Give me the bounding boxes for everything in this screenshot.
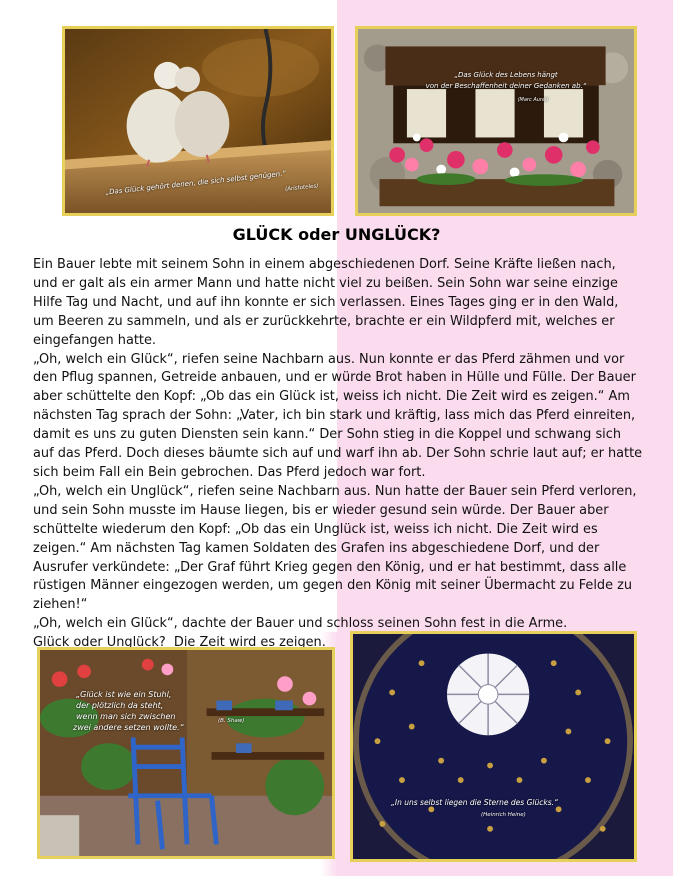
doves-quote: „Das Glück gehört denen, die sich selbst genügen.“ [105, 169, 287, 197]
page-title: GLÜCK oder UNGLÜCK? [232, 225, 441, 244]
doves-author: (Aristoteles) [284, 183, 319, 193]
story-paragraph-3: „Oh, welch ein Unglück“, riefen seine Nachbarn aus. Nun hatte der Bauer sein Pferd verloren, und sein Sohn musste im Hause liegen, bis er wieder gesund sein würde. Der Bauer aber schüttelte wiederum den Kopf: „Ob das ein Unglück ist, weiss ich nicht. Die Zeit wird es zeigen.“ Am nächsten Tag kamen Soldaten des Grafen ins abgeschiedene Dorf, und der Ausrufer verkündete: „Der Graf führt Krieg gegen den König, und er hat bestimmt, dass alle rüstigen Männer eingezogen werden, um gegen den König mit seiner Übermacht zu Felde zu ziehen!“ [33, 483, 637, 613]
chair-author: (B. Shaw) [218, 718, 245, 724]
story-paragraph-2: „Oh, welch ein Glück“, riefen seine Nachbarn aus. Nun konnte er das Pferd zähmen und vor den Pflug spannen, Getreide anbauen, und er würde Brot haben in Hülle und Fülle. Der Bauer aber schüttelte den Kopf: „Ob das ein Glück ist, weiss ich nicht. Die Zeit wird es zeigen.“ Am nächsten Tag sprach der Sohn: „Vater, ich bin stark und kräftig, lass mich das Pferd einreiten, damit es uns zu guten Diensten sein kann.“ Der Sohn stieg in die Koppel und schwang sich auf das Pferd. Doch dieses bäumte sich auf und warf ihn ab. Der Sohn schrie laut auf; er hatte sich beim Fall ein Bein gebrochen. Das Pferd jedoch war fort. [33, 351, 643, 480]
window-quote-line2: von der Beschaffenheit deiner Gedanken ab.“ [425, 82, 587, 90]
star-dome-illustration [353, 634, 634, 859]
stars-author: (Heinrich Heine) [481, 812, 526, 818]
story-text [33, 256, 643, 653]
window-author: (Marc Aurel) [517, 97, 549, 103]
window-flowers-photo [355, 26, 637, 216]
window-flowers-illustration [358, 29, 634, 213]
story-paragraph-1: Ein Bauer lebte mit seinem Sohn in einem abgeschiedenen Dorf. Seine Kräfte ließen nach, und er galt als ein armer Mann und hatte nicht viel zu beißen. Sein Sohn war seine einzige Hilfe Tag und Nacht, und auf ihn konnte er sich verlassen. Eines Tages ging er in den Wald, um Beeren zu sammeln, und als er zurückkehrte, brachte er ein Wildpferd mit, welches er eingefangen hatte. [33, 257, 619, 348]
chair-photo [37, 647, 335, 859]
story-paragraph-5: Glück oder Unglück? Die Zeit wird es zeigen. [33, 635, 326, 651]
stars-quote: „In uns selbst liegen die Sterne des Glücks.“ [391, 798, 558, 807]
chair-quote-line1: „Glück ist wie ein Stuhl, [76, 690, 172, 699]
doves-photo [62, 26, 334, 216]
chair-quote-line2: der plötzlich da steht, [76, 701, 164, 710]
chair-quote-line4: zwei andere setzen wollte.“ [73, 723, 184, 732]
chair-quote-line3: wenn man sich zwischen [76, 712, 176, 721]
window-quote-line1: „Das Glück des Lebens hängt [454, 71, 558, 79]
story-paragraph-4: „Oh, welch ein Glück“, dachte der Bauer und schloss seinen Sohn fest in die Arme. [33, 616, 568, 632]
chair-illustration [40, 650, 332, 856]
star-dome-photo [350, 631, 637, 862]
